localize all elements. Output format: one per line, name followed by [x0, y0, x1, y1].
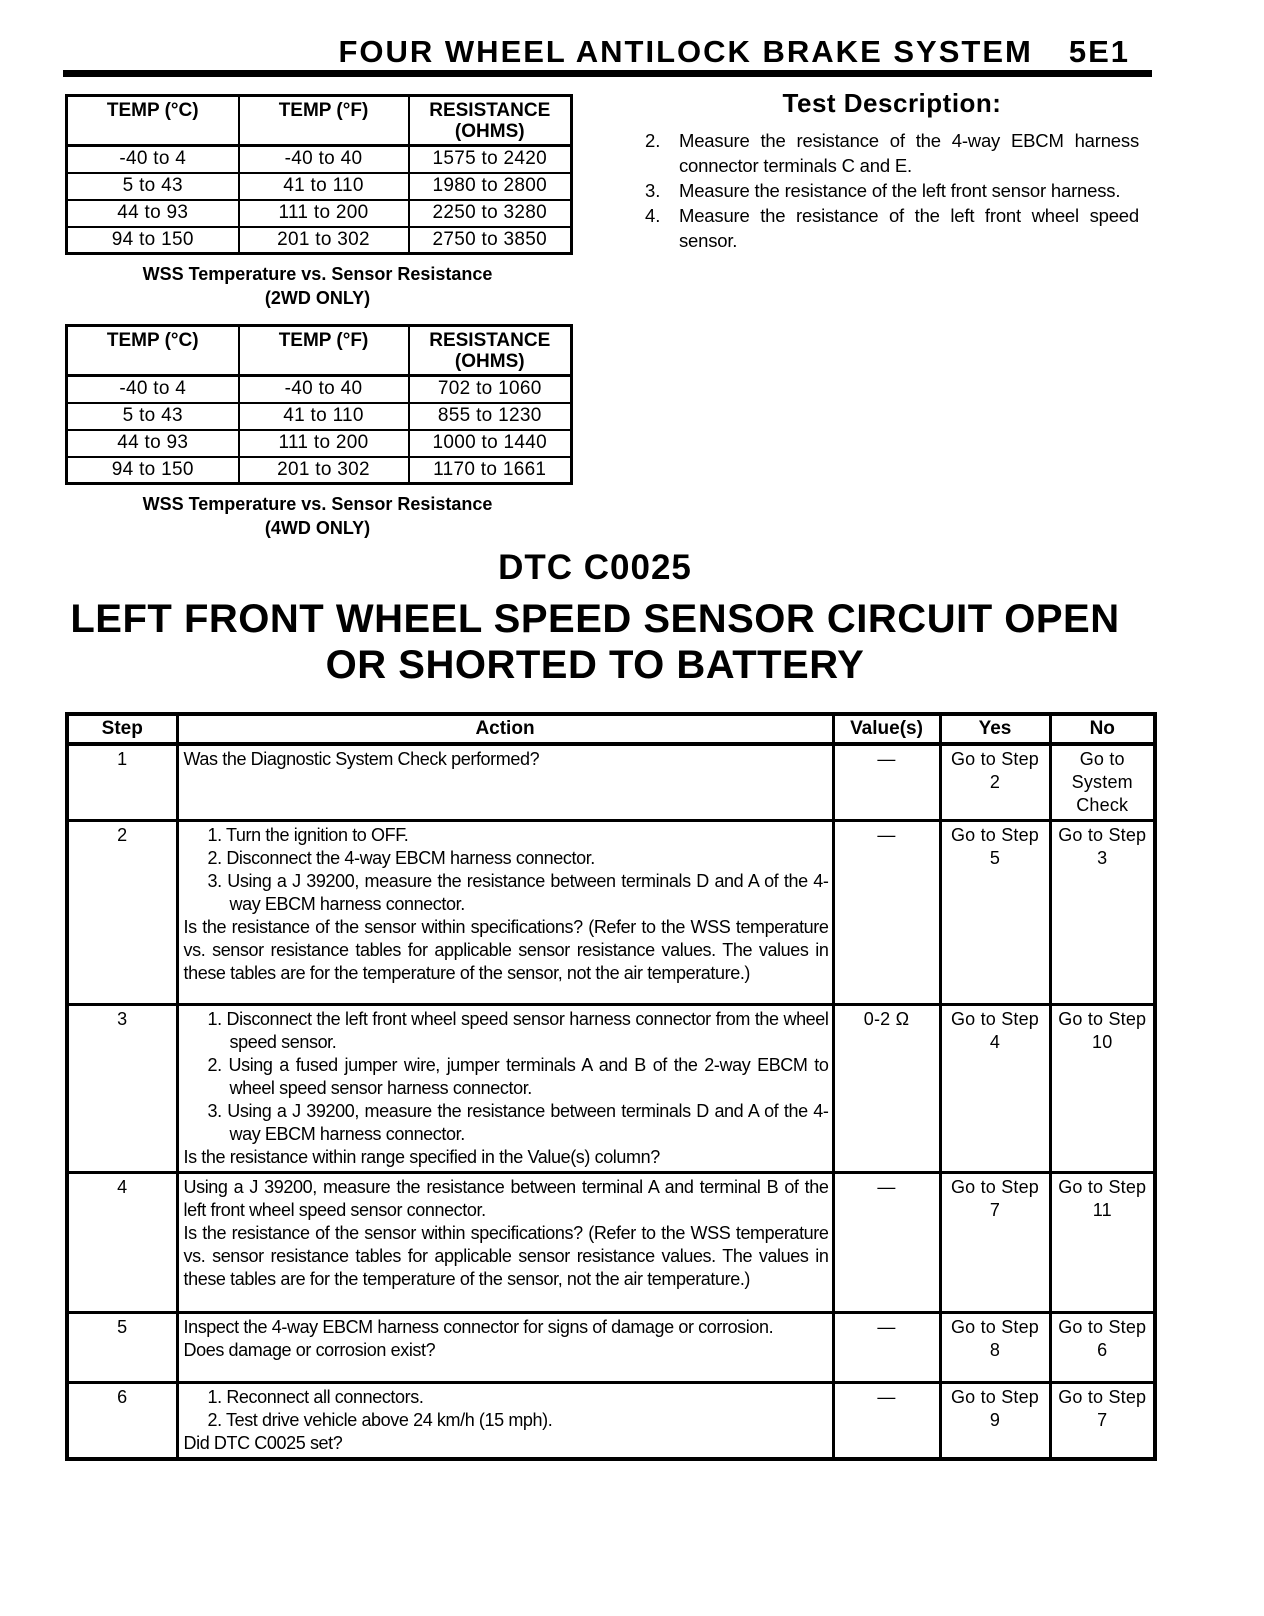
list-item-number: 2. — [645, 130, 661, 151]
table-row — [67, 200, 572, 227]
step-row-6 — [67, 1383, 1155, 1460]
caption-line: WSS Temperature vs. Sensor Resistance — [142, 264, 493, 284]
dtc-title-line-2: OR SHORTED TO BATTERY — [325, 643, 865, 687]
yes-cell: Go to Step 8 — [940, 1313, 1050, 1383]
table-cell: -40 to 40 — [239, 146, 409, 173]
table-cell: 2250 to 3280 — [409, 200, 572, 227]
action-cell — [177, 744, 833, 821]
table-cell: 111 to 200 — [239, 430, 409, 457]
table-cell: 94 to 150 — [67, 457, 239, 484]
action-cell — [177, 1173, 833, 1313]
yes-cell: Go to Step 2 — [940, 744, 1050, 821]
no-cell: Go to Step 10 — [1050, 1005, 1155, 1173]
table-cell: 201 to 302 — [239, 227, 409, 254]
step-row-4 — [67, 1173, 1155, 1313]
column-header: TEMP (°F) — [239, 326, 409, 376]
table-cell: 1170 to 1661 — [409, 457, 572, 484]
action-question: Is the resistance within range specified in the Value(s) column? — [183, 1147, 660, 1167]
list-item — [645, 178, 1139, 203]
wss-table-4wd — [65, 324, 570, 540]
action-text: Was the Diagnostic System Check performed? — [183, 749, 540, 769]
table-cell: 855 to 1230 — [409, 403, 572, 430]
action-cell — [177, 1313, 833, 1383]
yes-cell: Go to Step 9 — [940, 1383, 1050, 1460]
values-cell: — — [833, 1173, 940, 1313]
dtc-code: DTC C0025 — [498, 548, 692, 587]
table-cell: 44 to 93 — [67, 200, 239, 227]
no-cell: Go to Step 7 — [1050, 1383, 1155, 1460]
page-title: FOUR WHEEL ANTILOCK BRAKE SYSTEM — [338, 34, 1033, 69]
table-row — [67, 173, 572, 200]
values-cell: — — [833, 1313, 940, 1383]
values-cell: — — [833, 1383, 940, 1460]
dtc-title-line-1: LEFT FRONT WHEEL SPEED SENSOR CIRCUIT OPEN — [70, 597, 1120, 641]
no-cell: Go to Step 3 — [1050, 821, 1155, 1005]
values-cell: — — [833, 744, 940, 821]
table-cell: 41 to 110 — [239, 403, 409, 430]
table-cell: 111 to 200 — [239, 200, 409, 227]
column-header-yes: Yes — [940, 714, 1050, 744]
step-cell: 1 — [67, 744, 177, 821]
action-cell — [177, 1383, 833, 1460]
list-item — [645, 128, 1139, 178]
column-header: TEMP (°C) — [67, 326, 239, 376]
table-cell: 94 to 150 — [67, 227, 239, 254]
table-cell: 201 to 302 — [239, 457, 409, 484]
step-row-2 — [67, 821, 1155, 1005]
step-cell: 4 — [67, 1173, 177, 1313]
step-row-3 — [67, 1005, 1155, 1173]
column-header: TEMP (°F) — [239, 96, 409, 146]
table-cell: 2750 to 3850 — [409, 227, 572, 254]
table-caption — [65, 492, 570, 540]
table-cell: 1980 to 2800 — [409, 173, 572, 200]
action-step: 2. Using a fused jumper wire, jumper terminals A and B of the 2-way EBCM to wheel speed sensor harness connector. — [207, 1055, 829, 1098]
action-step: 1. Turn the ignition to OFF. — [207, 825, 409, 845]
action-question: Is the resistance of the sensor within specifications? (Refer to the WSS temperature vs. sensor resistance tables for applicable sensor resistance values. The values in these tables are for the temperature of the sensor, not the air temperature.) — [183, 1223, 829, 1289]
yes-cell: Go to Step 4 — [940, 1005, 1050, 1173]
table-cell: 1000 to 1440 — [409, 430, 572, 457]
yes-cell: Go to Step 5 — [940, 821, 1050, 1005]
list-item-text: Measure the resistance of the 4-way EBCM harness connector terminals C and E. — [679, 130, 1139, 176]
no-cell: Go to Step 11 — [1050, 1173, 1155, 1313]
list-item — [645, 203, 1139, 253]
table-cell: 5 to 43 — [67, 403, 239, 430]
test-description-title: Test Description: — [782, 88, 1002, 118]
column-header: RESISTANCE (OHMS) — [409, 326, 572, 376]
dtc-heading — [0, 548, 1190, 688]
list-item-number: 4. — [645, 205, 661, 226]
step-cell: 2 — [67, 821, 177, 1005]
step-row-1 — [67, 744, 1155, 821]
column-header: RESISTANCE (OHMS) — [409, 96, 572, 146]
action-step: 1. Reconnect all connectors. — [207, 1387, 424, 1407]
wss-2wd-table — [65, 94, 573, 255]
step-cell: 6 — [67, 1383, 177, 1460]
table-cell: -40 to 4 — [67, 376, 239, 403]
yes-cell: Go to Step 7 — [940, 1173, 1050, 1313]
table-row — [67, 376, 572, 403]
caption-note: (2WD ONLY) — [264, 288, 371, 308]
wss-4wd-table — [65, 324, 573, 485]
list-item-number: 3. — [645, 180, 661, 201]
table-row — [67, 227, 572, 254]
column-header-values: Value(s) — [833, 714, 940, 744]
no-cell: Go to Step 6 — [1050, 1313, 1155, 1383]
table-row — [67, 457, 572, 484]
diagnostic-steps-table — [65, 712, 1157, 1461]
header-rule — [63, 70, 1152, 77]
wss-table-2wd — [65, 94, 570, 310]
page-number: 5E1 — [1068, 34, 1130, 69]
action-step: 1. Disconnect the left front wheel speed sensor harness connector from the wheel speed sensor. — [207, 1009, 829, 1052]
action-step: 3. Using a J 39200, measure the resistance between terminals D and A of the 4-way EBCM harness connector. — [207, 871, 829, 914]
no-cell: Go to System Check — [1050, 744, 1155, 821]
table-cell: 41 to 110 — [239, 173, 409, 200]
caption-line: WSS Temperature vs. Sensor Resistance — [142, 494, 493, 514]
table-cell: 44 to 93 — [67, 430, 239, 457]
action-cell — [177, 1005, 833, 1173]
action-question: Does damage or corrosion exist? — [183, 1340, 436, 1360]
action-question: Is the resistance of the sensor within specifications? (Refer to the WSS temperature vs. sensor resistance tables for applicable sensor resistance values. The values in these tables are for the temperature of the sensor, not the air temperature.) — [183, 917, 829, 983]
diagnostic-table — [65, 712, 1153, 1461]
action-step: 3. Using a J 39200, measure the resistance between terminals D and A of the 4-way EBCM harness connector. — [207, 1101, 829, 1144]
action-step: 2. Test drive vehicle above 24 km/h (15 mph). — [207, 1410, 553, 1430]
values-cell: — — [833, 821, 940, 1005]
page-header — [65, 34, 1130, 70]
table-row — [67, 403, 572, 430]
column-header-action: Action — [177, 714, 833, 744]
action-step: 2. Disconnect the 4-way EBCM harness connector. — [207, 848, 595, 868]
column-header-no: No — [1050, 714, 1155, 744]
action-text: Using a J 39200, measure the resistance between terminal A and terminal B of the left front wheel speed sensor connector. — [183, 1177, 829, 1220]
column-header-step: Step — [67, 714, 177, 744]
list-item-text: Measure the resistance of the left front wheel speed sensor. — [679, 205, 1139, 251]
table-cell: -40 to 4 — [67, 146, 239, 173]
step-cell: 5 — [67, 1313, 177, 1383]
caption-note: (4WD ONLY) — [264, 518, 371, 538]
action-cell — [177, 821, 833, 1005]
values-cell: 0-2 Ω — [833, 1005, 940, 1173]
step-row-5 — [67, 1313, 1155, 1383]
table-row — [67, 430, 572, 457]
action-question: Did DTC C0025 set? — [183, 1433, 343, 1453]
table-cell: -40 to 40 — [239, 376, 409, 403]
step-cell: 3 — [67, 1005, 177, 1173]
table-cell: 5 to 43 — [67, 173, 239, 200]
table-cell: 702 to 1060 — [409, 376, 572, 403]
list-item-text: Measure the resistance of the left front sensor harness. — [679, 180, 1121, 201]
table-caption — [65, 262, 570, 310]
action-text: Inspect the 4-way EBCM harness connector for signs of damage or corrosion. — [183, 1317, 774, 1337]
test-description — [645, 88, 1139, 253]
column-header: TEMP (°C) — [67, 96, 239, 146]
table-row — [67, 146, 572, 173]
table-cell: 1575 to 2420 — [409, 146, 572, 173]
